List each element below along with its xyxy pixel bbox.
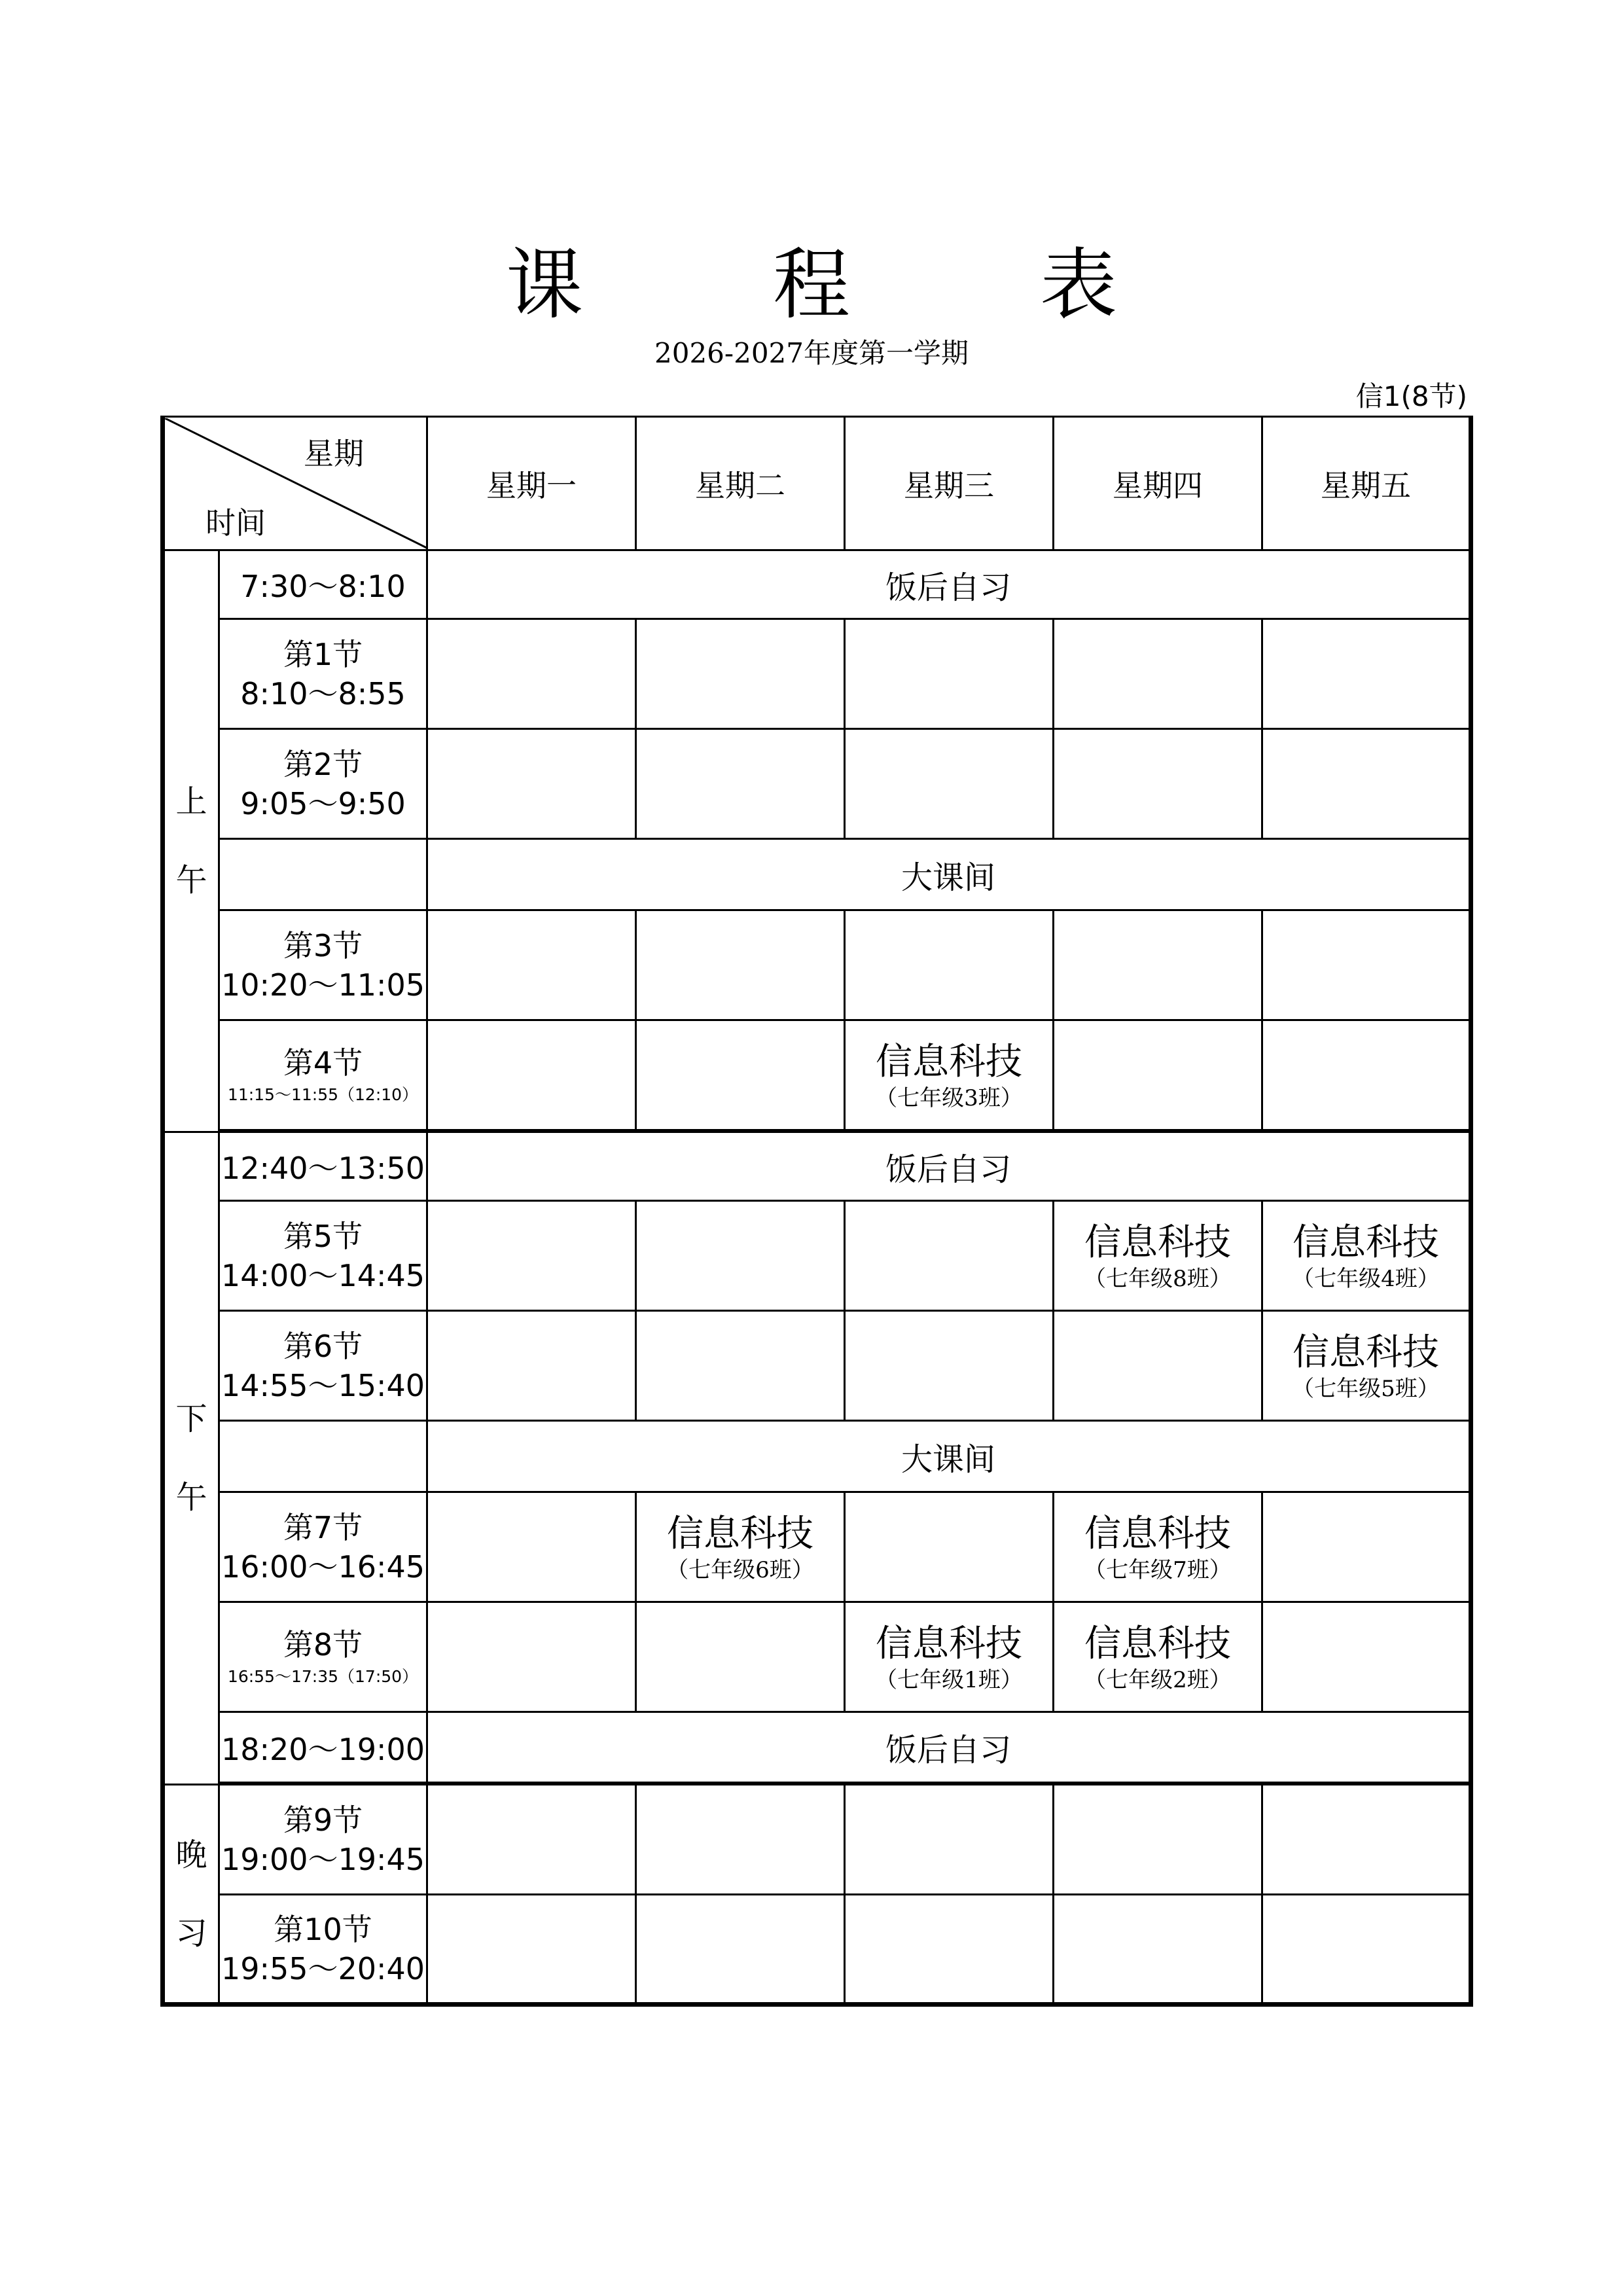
table-row [163, 1492, 1471, 1602]
teacher-tag: 信1(8节) [1355, 380, 1467, 412]
period-label: 第3节 [283, 927, 363, 963]
break-time-cell [219, 1421, 427, 1492]
table-row [163, 1785, 1471, 1895]
corner-cell [163, 417, 427, 550]
break-note: 大课间 [427, 839, 1471, 910]
corner-weekday-label: 星期 [304, 435, 364, 471]
period-time: 16:55～17:35（17:50） [227, 1666, 419, 1686]
title-char-3: 表 [1040, 240, 1118, 330]
course-cell [427, 1201, 636, 1311]
course-class: （七年级3班） [875, 1085, 1023, 1111]
course-cell [1262, 1201, 1471, 1311]
table-row [163, 1132, 1471, 1201]
self-study-time: 7:30～8:10 [219, 550, 427, 619]
self-study-time: 12:40～13:50 [219, 1132, 427, 1201]
course-cell [636, 1492, 845, 1602]
course-cell [1262, 1492, 1471, 1602]
course-cell [427, 729, 636, 839]
course-cell [1262, 729, 1471, 839]
period-cell [219, 1602, 427, 1712]
course-cell [1262, 1895, 1471, 2005]
period-time: 14:55～15:40 [221, 1367, 425, 1403]
course-cell [1262, 619, 1471, 729]
course-cell [636, 729, 845, 839]
course-cell [1054, 619, 1262, 729]
course-cell [427, 1785, 636, 1895]
course-cell [427, 1020, 636, 1130]
course-cell [636, 1311, 845, 1421]
course-cell [427, 1492, 636, 1602]
period-time: 8:10～8:55 [240, 675, 406, 711]
course-class: （七年级1班） [875, 1666, 1023, 1693]
table-row [163, 1421, 1471, 1492]
course-name: 信息科技 [876, 1040, 1022, 1083]
course-cell [636, 1602, 845, 1712]
period-cell [219, 1785, 427, 1895]
course-cell [1054, 910, 1262, 1020]
break-note: 大课间 [427, 1421, 1471, 1492]
course-class: （七年级5班） [1292, 1375, 1440, 1402]
course-cell [427, 619, 636, 729]
course-cell [1054, 1602, 1262, 1712]
segment-morning: 上 午 [163, 550, 219, 1132]
course-cell [1054, 1311, 1262, 1421]
course-cell [845, 1785, 1054, 1895]
period-label: 第6节 [283, 1328, 363, 1364]
course-class: （七年级6班） [666, 1556, 814, 1583]
period-label: 第5节 [283, 1218, 363, 1254]
period-label: 第8节 [283, 1626, 363, 1662]
period-cell [219, 910, 427, 1020]
day-header-fri: 星期五 [1262, 417, 1471, 550]
break-time-cell [219, 839, 427, 910]
schedule-table [160, 416, 1473, 2007]
period-cell [219, 1895, 427, 2005]
table-row [163, 1895, 1471, 2005]
period-time: 9:05～9:50 [240, 785, 406, 821]
course-cell [845, 1020, 1054, 1130]
period-label: 第7节 [283, 1509, 363, 1545]
course-cell [845, 1602, 1054, 1712]
course-class: （七年级7班） [1084, 1556, 1232, 1583]
table-row [163, 729, 1471, 839]
course-cell [845, 619, 1054, 729]
course-cell [427, 1311, 636, 1421]
course-name: 信息科技 [1084, 1512, 1231, 1555]
self-study-note: 饭后自习 [427, 1132, 1471, 1201]
period-label: 第9节 [283, 1802, 363, 1838]
course-cell [845, 1492, 1054, 1602]
course-cell [1262, 1602, 1471, 1712]
day-header-mon: 星期一 [427, 417, 636, 550]
course-cell [1262, 1020, 1471, 1130]
period-label: 第1节 [283, 636, 363, 672]
period-cell [219, 1020, 427, 1130]
course-cell [1054, 729, 1262, 839]
table-row [163, 1602, 1471, 1712]
course-cell [1054, 1020, 1262, 1130]
course-cell [427, 1602, 636, 1712]
period-label: 第10节 [274, 1911, 372, 1947]
table-row [163, 1712, 1471, 1783]
course-cell [636, 1895, 845, 2005]
period-cell [219, 729, 427, 839]
course-cell [636, 910, 845, 1020]
course-name: 信息科技 [1084, 1622, 1231, 1665]
course-cell [1054, 1492, 1262, 1602]
table-row [163, 1201, 1471, 1311]
period-time: 19:55～20:40 [221, 1950, 425, 1986]
course-cell [427, 1895, 636, 2005]
period-label: 第4节 [283, 1045, 363, 1081]
period-time: 19:00～19:45 [221, 1841, 425, 1877]
course-name: 信息科技 [876, 1622, 1022, 1665]
title-char-2: 程 [772, 240, 850, 330]
self-study-time: 18:20～19:00 [219, 1712, 427, 1783]
day-header-thu: 星期四 [1054, 417, 1262, 550]
table-row [163, 1020, 1471, 1130]
table-row [163, 1311, 1471, 1421]
title-char-1: 课 [505, 240, 583, 330]
course-cell [845, 1895, 1054, 2005]
diagonal-line [165, 418, 427, 549]
course-cell [845, 1311, 1054, 1421]
table-row [163, 619, 1471, 729]
period-cell [219, 1492, 427, 1602]
period-label: 第2节 [283, 746, 363, 782]
course-cell [845, 729, 1054, 839]
course-cell [1262, 1785, 1471, 1895]
course-cell [1054, 1201, 1262, 1311]
course-cell [1054, 1895, 1262, 2005]
period-time: 11:15～11:55（12:10） [227, 1085, 419, 1104]
course-name: 信息科技 [667, 1512, 813, 1555]
course-cell [636, 1020, 845, 1130]
course-cell [1262, 1311, 1471, 1421]
period-cell [219, 1201, 427, 1311]
period-time: 16:00～16:45 [221, 1549, 425, 1585]
segment-evening: 晚 习 [163, 1785, 219, 2005]
course-cell [845, 910, 1054, 1020]
course-cell [845, 1201, 1054, 1311]
course-cell [636, 1201, 845, 1311]
course-cell [1054, 1785, 1262, 1895]
course-class: （七年级2班） [1084, 1666, 1232, 1693]
self-study-note: 饭后自习 [427, 1712, 1471, 1783]
course-cell [636, 1785, 845, 1895]
course-cell [1262, 910, 1471, 1020]
table-row [163, 839, 1471, 910]
table-row [163, 550, 1471, 619]
course-name: 信息科技 [1293, 1331, 1439, 1374]
table-row [163, 910, 1471, 1020]
course-name: 信息科技 [1293, 1221, 1439, 1264]
page-title [0, 229, 1623, 330]
course-name: 信息科技 [1084, 1221, 1231, 1264]
period-cell [219, 619, 427, 729]
segment-afternoon: 下 午 [163, 1132, 219, 1785]
header-row [163, 417, 1471, 550]
course-class: （七年级4班） [1292, 1265, 1440, 1292]
period-time: 14:00～14:45 [221, 1257, 425, 1293]
course-cell [427, 910, 636, 1020]
corner-time-label: 时间 [205, 505, 266, 541]
course-class: （七年级8班） [1084, 1265, 1232, 1292]
day-header-tue: 星期二 [636, 417, 845, 550]
day-header-wed: 星期三 [845, 417, 1054, 550]
self-study-note: 饭后自习 [427, 550, 1471, 619]
period-time: 10:20～11:05 [221, 967, 425, 1003]
semester-subtitle: 2026-2027年度第一学期 [654, 337, 969, 369]
course-cell [636, 619, 845, 729]
period-cell [219, 1311, 427, 1421]
